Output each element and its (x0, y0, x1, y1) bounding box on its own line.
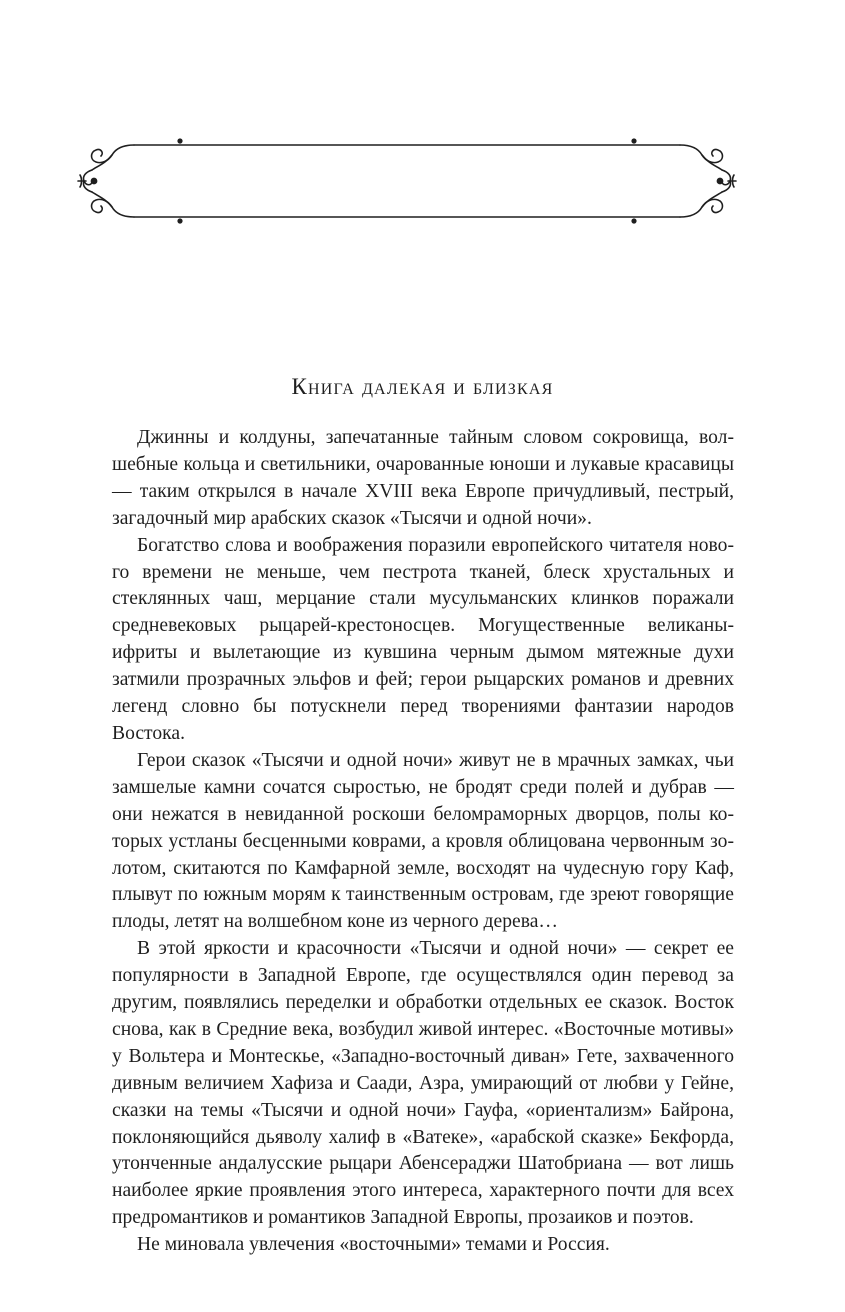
body-text (112, 425, 734, 1259)
paragraph: Не миновала увлечения «восточными» темами и Россия. (137, 1234, 610, 1256)
paragraph: Богатство слова и воображения поразили европейского читателя нового времени не меньше, чем пестрота тканей, блеск хрустальных и стеклянных чаш, мерцание стали мусульманских клинков поражали средневековых рыцарей-крестоносцев. Могущественные великаны-ифриты и вылетающие из кувшина черным дымом мятежные духи затмили прозрачных эльфов и фей; герои рыцарских романов и древних легенд словно бы потускнели перед творениями фантазии народов Востока. (112, 534, 734, 744)
paragraph: Джинны и колдуны, запечатанные тайным словом сокровища, волшебные кольца и светильники, очарованные юноши и лукавые красавицы — таким открылся в начале XVIII века Европе причудливый, пестрый, загадочный мир арабских сказок «Тысячи и одной ночи». (112, 427, 734, 529)
decorative-ornamental-frame (76, 128, 738, 232)
paragraph: В этой яркости и красочности «Тысячи и одной ночи» — секрет ее популярности в Западной Европе, где осуществлялся один перевод за другим, появлялись переделки и обработки отдельных ее сказок. Восток снова, как в Средние века, возбудил живой интерес. «Восточные мотивы» у Вольтера и Монтескье, «Западно-восточный диван» Гете, захваченного дивным величием Хафиза и Саади, Азра, умирающий от любви у Гейне, сказки на темы «Тысячи и одной ночи» Гауфа, «ориентализм» Байрона, поклоняющийся дьяволу халиф в «Ватеке», «арабской сказке» Бекфорда, утонченные андалусские рыцари Абенсераджи Шатобриана — вот лишь наиболее яркие проявления этого интереса, характерного почти для всех предромантиков и романтиков Западной Европы, прозаиков и поэтов. (112, 938, 734, 1229)
paragraph: Герои сказок «Тысячи и одной ночи» живут не в мрачных замках, чьи замшелые камни сочатся сыростью, не бродят среди полей и дубрав — они нежатся в невиданной роскоши беломраморных дворцов, полы которых устланы бесценными коврами, а кровля облицована червонным золотом, скитаются по Камфарной земле, восходят на чудесную гору Каф, плывут по южным морям к таинственным островам, где зреют говорящие плоды, летят на волшебном коне из черного дерева… (112, 749, 734, 933)
chapter-title: Книга далекая и близкая (291, 374, 554, 399)
